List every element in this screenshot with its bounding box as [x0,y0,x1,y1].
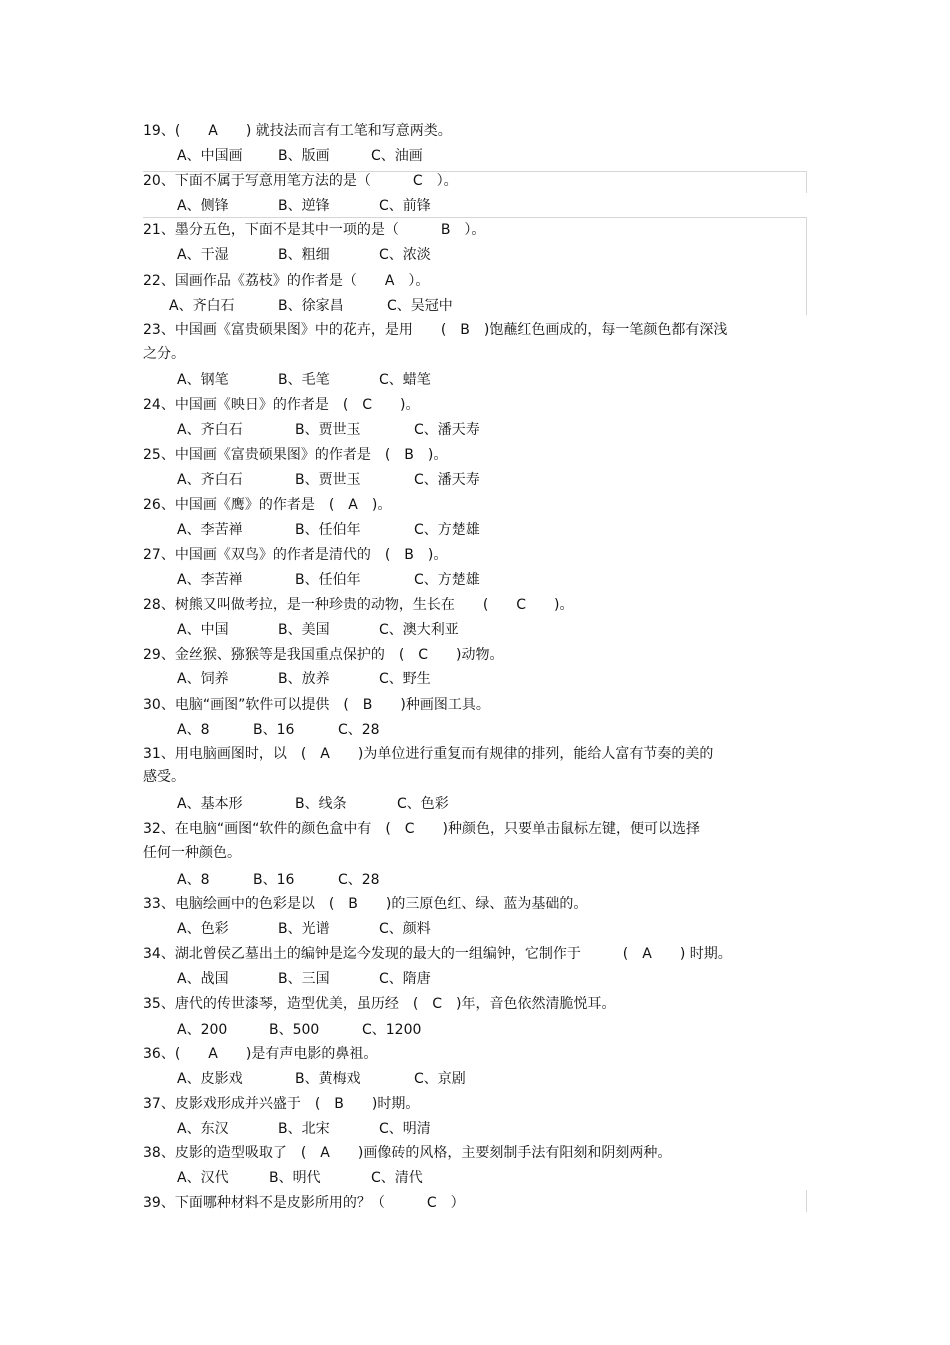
option-b: B、美国 [278,622,330,638]
option-c: C、潘天寿 [414,422,480,438]
question-23-text: 之分。 [143,346,185,362]
option-c: C、蜡笔 [379,372,431,388]
option-a: A、侧锋 [177,198,229,214]
question-37-text: 37、皮影戏形成并兴盛于 ( B )时期。 [143,1096,420,1112]
option-a: A、干湿 [177,247,229,263]
option-a: A、齐白石 [177,472,243,488]
option-c: C、吴冠中 [387,298,453,314]
question-25-text: 25、中国画《富贵硕果图》的作者是 ( B )。 [143,447,448,463]
option-c: C、方楚雄 [414,572,480,588]
option-b: B、任伯年 [295,572,361,588]
option-c: C、潘天寿 [414,472,480,488]
option-b: B、逆锋 [278,198,330,214]
border-artifact [143,171,806,172]
question-30-text: 30、电脑“画图”软件可以提供 ( B )种画图工具。 [143,697,490,713]
option-b: B、三国 [278,971,330,987]
option-b: B、版画 [278,148,330,164]
option-a: A、8 [177,872,210,888]
option-a: A、基本形 [177,796,243,812]
option-c: C、前锋 [379,198,431,214]
question-27-text: 27、中国画《双鸟》的作者是清代的 ( B )。 [143,547,448,563]
question-35-text: 35、唐代的传世漆琴，造型优美，虽历经 ( C )年，音色依然清脆悦耳。 [143,996,616,1012]
border-artifact [143,217,806,218]
question-28-text: 28、树熊又叫做考拉，是一种珍贵的动物，生长在 ( C )。 [143,597,574,613]
option-a: A、皮影戏 [177,1071,243,1087]
option-a: A、中国画 [177,148,243,164]
question-22-text: 22、国画作品《荔枝》的作者是（ A ）。 [143,273,430,289]
question-19-text: 19、( A ) 就技法而言有工笔和写意两类。 [143,123,452,139]
option-c: C、油画 [371,148,423,164]
border-artifact [806,1190,807,1212]
border-artifact [806,217,807,315]
question-32-text: 任何一种颜色。 [143,845,241,861]
option-a: A、齐白石 [177,422,243,438]
option-b: B、黄梅戏 [295,1071,361,1087]
border-artifact [806,171,807,193]
option-a: A、8 [177,722,210,738]
option-a: A、200 [177,1022,228,1038]
option-b: B、粗细 [278,247,330,263]
option-b: B、明代 [269,1170,321,1186]
option-c: C、色彩 [397,796,449,812]
question-33-text: 33、电脑绘画中的色彩是以 ( B )的三原色红、绿、蓝为基础的。 [143,896,588,912]
question-21-text: 21、墨分五色，下面不是其中一项的是（ B ）。 [143,222,486,238]
option-a: A、战国 [177,971,229,987]
option-c: C、隋唐 [379,971,431,987]
option-c: C、28 [338,722,380,738]
option-b: B、放养 [278,671,330,687]
question-31-text: 感受。 [143,769,185,785]
question-39-text: 39、下面哪种材料不是皮影所用的？（ C ） [143,1195,465,1211]
option-c: C、浓淡 [379,247,431,263]
option-c: C、28 [338,872,380,888]
option-c: C、明清 [379,1121,431,1137]
option-a: A、饲养 [177,671,229,687]
option-c: C、清代 [371,1170,423,1186]
question-23-text: 23、中国画《富贵硕果图》中的花卉，是用 ( B )饱蘸红色画成的，每一笔颜色都有深浅 [143,322,728,338]
question-34-text: 34、湖北曾侯乙墓出土的编钟是迄今发现的最大的一组编钟，它制作于 ( A ) 时期。 [143,946,732,962]
option-b: B、16 [253,722,295,738]
option-b: B、500 [269,1022,320,1038]
option-a: A、中国 [177,622,229,638]
option-c: C、野生 [379,671,431,687]
option-c: C、京剧 [414,1071,466,1087]
question-29-text: 29、金丝猴、猕猴等是我国重点保护的 ( C )动物。 [143,647,504,663]
option-b: B、徐家昌 [278,298,344,314]
option-b: B、毛笔 [278,372,330,388]
option-c: C、颜料 [379,921,431,937]
option-b: B、16 [253,872,295,888]
option-a: A、齐白石 [169,298,235,314]
option-a: A、东汉 [177,1121,229,1137]
question-26-text: 26、中国画《鹰》的作者是 ( A )。 [143,497,392,513]
option-b: B、线条 [295,796,347,812]
option-c: C、1200 [362,1022,422,1038]
option-a: A、李苦禅 [177,522,243,538]
option-c: C、方楚雄 [414,522,480,538]
option-b: B、北宋 [278,1121,330,1137]
question-24-text: 24、中国画《映日》的作者是 ( C )。 [143,397,420,413]
option-a: A、汉代 [177,1170,229,1186]
option-b: B、任伯年 [295,522,361,538]
question-32-text: 32、在电脑“画图“软件的颜色盒中有 ( C )种颜色，只要单击鼠标左键，便可以选择 [143,821,701,837]
option-b: B、光谱 [278,921,330,937]
question-31-text: 31、用电脑画图时，以 ( A )为单位进行重复而有规律的排列，能给人富有节奏的美的 [143,746,714,762]
question-20-text: 20、下面不属于写意用笔方法的是（ C ）。 [143,173,458,189]
option-c: C、澳大利亚 [379,622,459,638]
option-a: A、色彩 [177,921,229,937]
question-38-text: 38、皮影的造型吸取了 ( A )画像砖的风格，主要刻制手法有阳刻和阴刻两种。 [143,1145,672,1161]
option-a: A、李苦禅 [177,572,243,588]
question-36-text: 36、( A )是有声电影的鼻祖。 [143,1046,378,1062]
option-a: A、钢笔 [177,372,229,388]
option-b: B、贾世玉 [295,422,361,438]
option-b: B、贾世玉 [295,472,361,488]
